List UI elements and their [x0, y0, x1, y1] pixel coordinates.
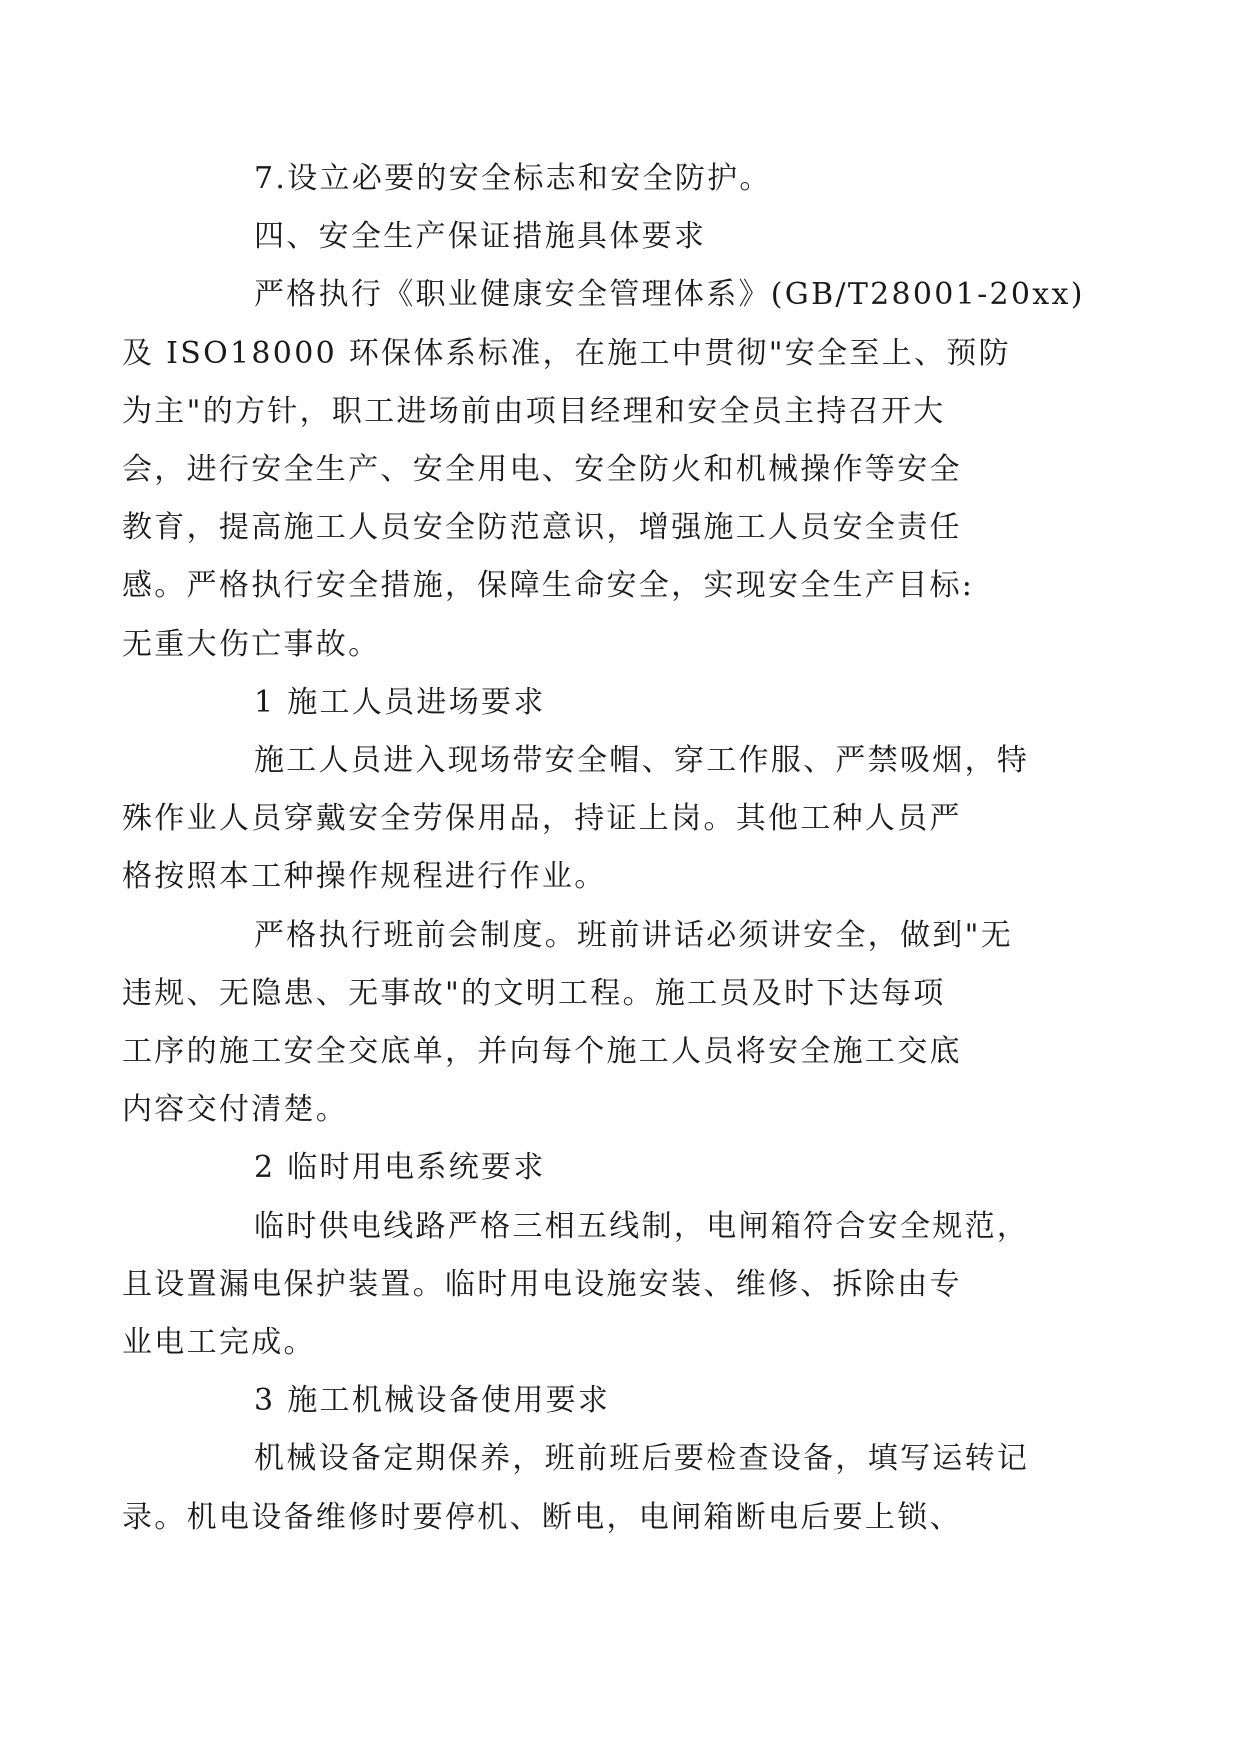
text-line: 四、安全生产保证措施具体要求 — [254, 219, 707, 255]
text-line: 临时供电线路严格三相五线制，电闸箱符合安全规范， — [254, 1208, 1030, 1244]
subheading-machinery — [188, 1372, 1048, 1430]
text-line: 严格执行班前会制度。班前讲话必须讲安全，做到"无 — [254, 917, 1013, 953]
paragraph-management-system — [122, 266, 1085, 673]
text-line: 工序的施工安全交底单，并向每个施工人员将安全施工交底 — [122, 1034, 962, 1070]
text-line: 会，进行安全生产、安全用电、安全防火和机械操作等安全 — [122, 452, 962, 488]
text-line: 3 施工机械设备使用要求 — [254, 1383, 611, 1419]
document-body — [122, 150, 1085, 1547]
text-line: 殊作业人员穿戴安全劳保用品，持证上岗。其他工种人员严 — [122, 801, 962, 837]
paragraph-machinery — [122, 1430, 1048, 1546]
text-line: 7.设立必要的安全标志和安全防护。 — [254, 161, 772, 196]
text-line: 录。机电设备维修时要停机、断电，电闸箱断电后要上锁、 — [122, 1499, 962, 1535]
text-line: 违规、无隐患、无事故"的文明工程。施工员及时下达每项 — [122, 975, 946, 1011]
text-line: 内容交付清楚。 — [122, 1092, 349, 1128]
text-line: 教育，提高施工人员安全防范意识，增强施工人员安全责任 — [122, 510, 962, 546]
section-heading-safety-measures — [188, 208, 1048, 266]
text-line: 格按照本工种操作规程进行作业。 — [122, 859, 607, 895]
text-line: 2 临时用电系统要求 — [254, 1150, 546, 1186]
paragraph-personnel-entry — [122, 732, 1048, 907]
text-line: 1 施工人员进场要求 — [254, 684, 546, 720]
paragraph-pre-shift-meeting — [122, 907, 1048, 1140]
text-line: 施工人员进入现场带安全帽、穿工作服、严禁吸烟，特 — [254, 743, 1030, 779]
text-line: 业电工完成。 — [122, 1325, 316, 1361]
text-line: 为主"的方针，职工进场前由项目经理和安全员主持召开大 — [122, 393, 946, 429]
subheading-personnel-entry — [188, 674, 1048, 732]
text-line: 且设置漏电保护装置。临时用电设施安装、维修、拆除由专 — [122, 1266, 962, 1302]
text-line: 严格执行《职业健康安全管理体系》(GB/T28001-20xx) — [254, 277, 1085, 313]
text-line: 感。严格执行安全措施，保障生命安全，实现安全生产目标: — [122, 568, 975, 604]
text-line: 无重大伤亡事故。 — [122, 626, 381, 662]
list-item-safety-signs — [188, 150, 1048, 208]
paragraph-temporary-power — [122, 1198, 1048, 1373]
text-line: 及 ISO18000 环保体系标准，在施工中贯彻"安全至上、预防 — [122, 335, 1011, 371]
subheading-temporary-power — [188, 1139, 1048, 1197]
text-line: 机械设备定期保养，班前班后要检查设备，填写运转记 — [254, 1441, 1030, 1477]
